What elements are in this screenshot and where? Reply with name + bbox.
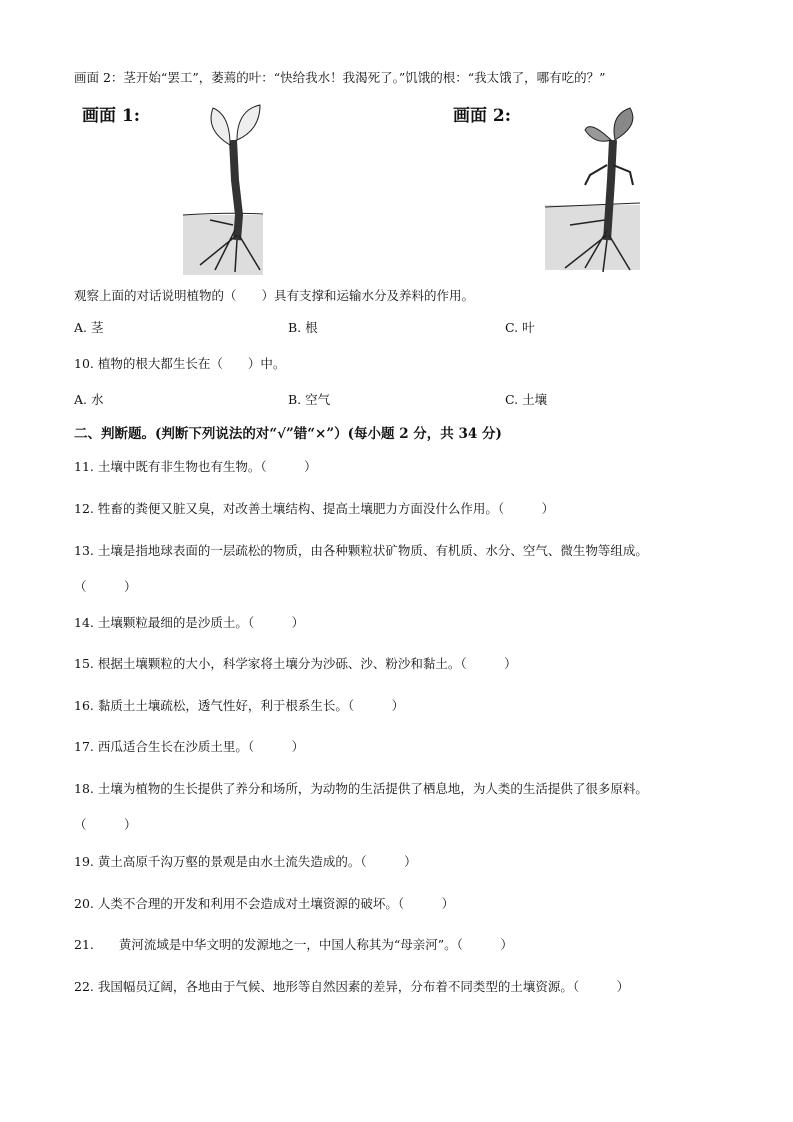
question-10-option-c: C. 土壤 <box>505 392 548 407</box>
question-14: 14. 土壤颗粒最细的是沙质土。（ ） <box>74 615 305 630</box>
question-9-option-c: C. 叶 <box>505 320 535 335</box>
question-18-blank: （ ） <box>74 817 137 832</box>
figure-label-2: 画面 2: <box>453 106 512 126</box>
question-16: 16. 黏质土土壤疏松，透气性好，利于根系生长。（ ） <box>74 698 405 713</box>
section-2-heading: 二、判断题。(判断下列说法的对“√”错“×”）(每小题 2 分，共 34 分) <box>74 426 502 442</box>
figure-label-1: 画面 1: <box>82 106 141 126</box>
question-18: 18. 土壤为植物的生长提供了养分和场所，为动物的生活提供了栖息地，为人类的生活提供了很多原料。 <box>74 781 648 796</box>
question-10-option-a: A. 水 <box>74 392 104 407</box>
question-13: 13. 土壤是指地球表面的一层疏松的物质，由各种颗粒状矿物质、有机质、水分、空气、微生物等组成。 <box>74 543 648 558</box>
question-10-stem: 10. 植物的根大都生长在（ ）中。 <box>74 356 286 371</box>
intro-text: 画面 2：茎开始“罢工”，萎蔫的叶：“快给我水！我渴死了。”饥饿的根：“我太饿了，哪有吃的？” <box>74 70 606 85</box>
question-9-stem: 观察上面的对话说明植物的（ ）具有支撑和运输水分及养料的作用。 <box>74 288 475 303</box>
question-22: 22. 我国幅员辽阔，各地由于气候、地形等自然因素的差异，分布着不同类型的土壤资源。（ ） <box>74 979 630 994</box>
question-20: 20. 人类不合理的开发和利用不会造成对土壤资源的破坏。（ ） <box>74 896 455 911</box>
question-19: 19. 黄土高原千沟万壑的景观是由水土流失造成的。（ ） <box>74 854 417 869</box>
question-11: 11. 土壤中既有非生物也有生物。（ ） <box>74 459 317 474</box>
question-9-option-b: B. 根 <box>288 320 318 335</box>
plant-illustration-1 <box>175 100 275 275</box>
question-12: 12. 牲畜的粪便又脏又臭，对改善土壤结构、提高土壤肥力方面没什么作用。（ ） <box>74 501 555 516</box>
question-9-option-a: A. 茎 <box>74 320 104 335</box>
question-21: 21. 黄河流域是中华文明的发源地之一，中国人称其为“母亲河”。（ ） <box>74 937 513 952</box>
question-13-blank: （ ） <box>74 579 137 594</box>
question-15: 15. 根据土壤颗粒的大小，科学家将土壤分为沙砾、沙、粉沙和黏土。（ ） <box>74 656 517 671</box>
plant-illustration-2 <box>545 100 665 275</box>
question-17: 17. 西瓜适合生长在沙质土里。（ ） <box>74 739 305 754</box>
question-10-option-b: B. 空气 <box>288 392 331 407</box>
